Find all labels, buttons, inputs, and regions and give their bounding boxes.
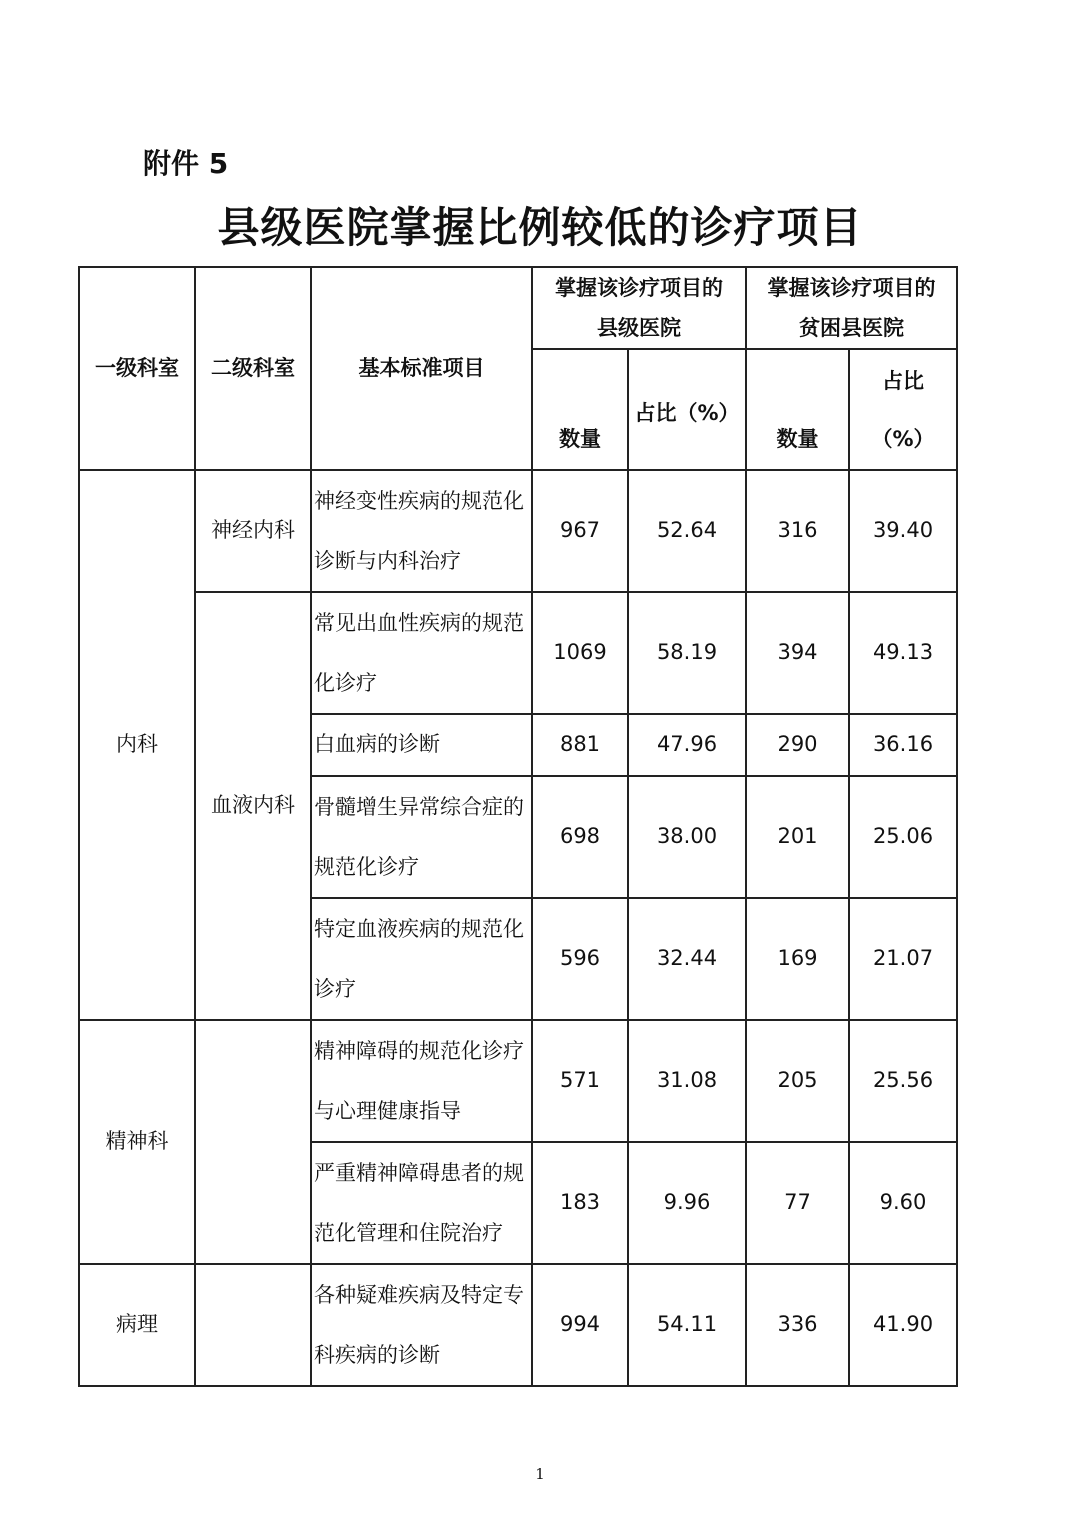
ratio2-cell: 21.07 <box>849 898 957 1020</box>
count1-cell: 596 <box>532 898 628 1020</box>
header-county-hospitals <box>532 267 746 349</box>
header-count2-label: 数量 <box>776 426 819 451</box>
count2-cell: 77 <box>746 1142 849 1264</box>
ratio1-cell: 54.11 <box>628 1264 746 1386</box>
item-cell: 骨髓增生异常综合症的规范化诊疗 <box>311 776 532 898</box>
item-cell: 各种疑难疾病及特定专科疾病的诊断 <box>311 1264 532 1386</box>
count1-cell: 1069 <box>532 592 628 714</box>
dept2-cell <box>195 1020 311 1264</box>
header-ratio1 <box>628 349 746 470</box>
table-row <box>79 1020 957 1142</box>
header-item: 基本标准项目 <box>311 267 532 470</box>
table-row <box>79 592 957 714</box>
count2-cell: 316 <box>746 470 849 592</box>
item-cell: 特定血液疾病的规范化诊疗 <box>311 898 532 1020</box>
dept2-cell <box>195 1264 311 1386</box>
ratio2-cell: 36.16 <box>849 714 957 776</box>
count2-cell: 290 <box>746 714 849 776</box>
header-poor-line2: 贫困县医院 <box>799 316 904 340</box>
count2-cell: 201 <box>746 776 849 898</box>
ratio1-cell: 52.64 <box>628 470 746 592</box>
dept2-cell: 血液内科 <box>195 592 311 1020</box>
page-number: 1 <box>535 1465 545 1483</box>
count1-cell: 183 <box>532 1142 628 1264</box>
ratio2-cell: 25.56 <box>849 1020 957 1142</box>
header-county-line2: 县级医院 <box>597 316 681 340</box>
count1-cell: 881 <box>532 714 628 776</box>
table-row <box>79 1264 957 1386</box>
ratio2-cell: 9.60 <box>849 1142 957 1264</box>
header-ratio1-label: 占比（%） <box>634 401 740 425</box>
count2-cell: 336 <box>746 1264 849 1386</box>
header-dept1: 一级科室 <box>79 267 195 470</box>
count1-cell: 698 <box>532 776 628 898</box>
header-poor-county-hospitals <box>746 267 957 349</box>
table-row <box>79 470 957 592</box>
dept1-cell: 内科 <box>79 470 195 1020</box>
item-cell: 白血病的诊断 <box>311 714 532 776</box>
count2-cell: 394 <box>746 592 849 714</box>
dept2-cell: 神经内科 <box>195 470 311 592</box>
item-cell: 精神障碍的规范化诊疗与心理健康指导 <box>311 1020 532 1142</box>
header-ratio2-line1: 占比 <box>882 368 924 393</box>
ratio1-cell: 58.19 <box>628 592 746 714</box>
header-ratio2 <box>849 349 957 470</box>
header-poor-line1: 掌握该诊疗项目的 <box>767 276 936 300</box>
count1-cell: 571 <box>532 1020 628 1142</box>
diagnosis-table <box>78 266 958 1387</box>
ratio1-cell: 9.96 <box>628 1142 746 1264</box>
ratio1-cell: 32.44 <box>628 898 746 1020</box>
dept1-cell: 病理 <box>79 1264 195 1386</box>
dept1-cell: 精神科 <box>79 1020 195 1264</box>
count2-cell: 205 <box>746 1020 849 1142</box>
ratio2-cell: 49.13 <box>849 592 957 714</box>
ratio2-cell: 25.06 <box>849 776 957 898</box>
ratio1-cell: 31.08 <box>628 1020 746 1142</box>
count1-cell: 967 <box>532 470 628 592</box>
count2-cell: 169 <box>746 898 849 1020</box>
ratio2-cell: 41.90 <box>849 1264 957 1386</box>
count1-cell: 994 <box>532 1264 628 1386</box>
attachment-label: 附件 5 <box>143 147 229 180</box>
header-ratio2-line2: （%） <box>871 426 935 451</box>
item-cell: 常见出血性疾病的规范化诊疗 <box>311 592 532 714</box>
ratio1-cell: 47.96 <box>628 714 746 776</box>
item-cell: 神经变性疾病的规范化诊断与内科治疗 <box>311 470 532 592</box>
document-title: 县级医院掌握比例较低的诊疗项目 <box>217 203 863 252</box>
ratio2-cell: 39.40 <box>849 470 957 592</box>
header-count2 <box>746 349 849 470</box>
ratio1-cell: 38.00 <box>628 776 746 898</box>
header-count1 <box>532 349 628 470</box>
header-county-line1: 掌握该诊疗项目的 <box>555 276 723 300</box>
item-cell: 严重精神障碍患者的规范化管理和住院治疗 <box>311 1142 532 1264</box>
header-count1-label: 数量 <box>559 426 601 451</box>
header-dept2: 二级科室 <box>195 267 311 470</box>
